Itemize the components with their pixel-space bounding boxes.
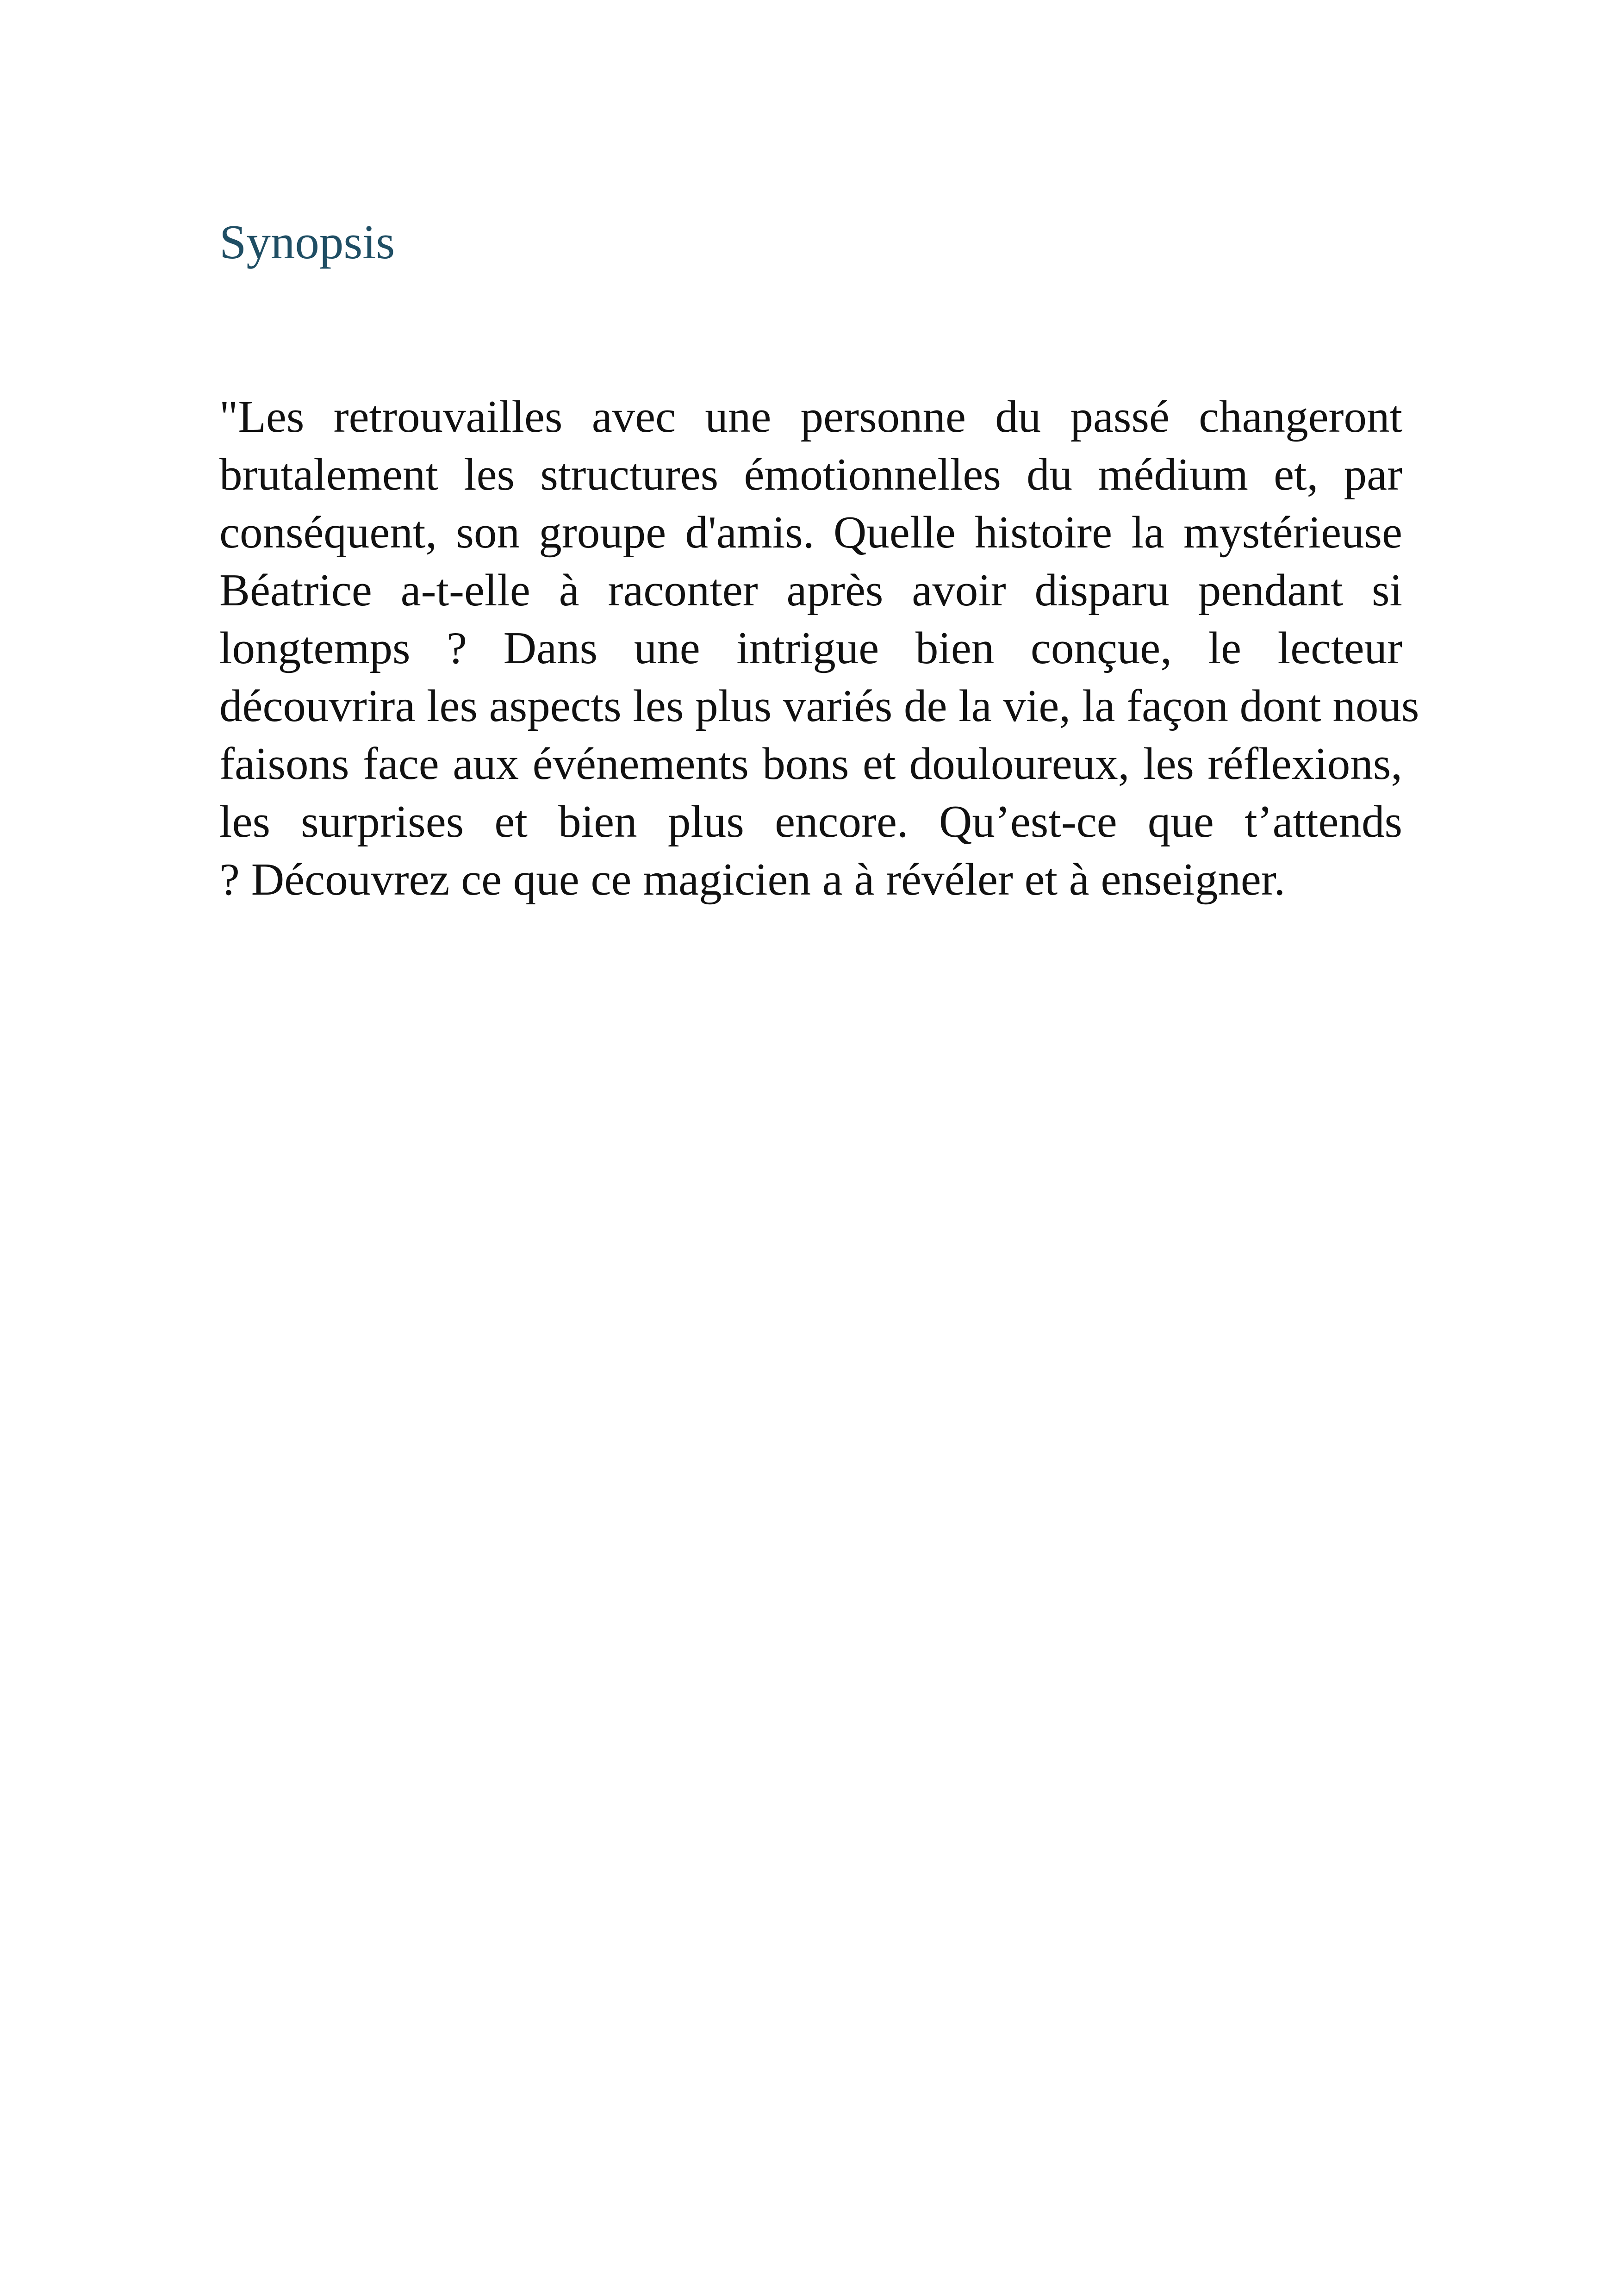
paragraph-line: ? Découvrez ce que ce magicien a à révéler et à enseigner. [219,854,1286,905]
paragraph-line: découvrira les aspects les plus variés de la vie, la façon dont nous [219,681,1419,731]
paragraph-line: faisons face aux événements bons et douloureux, les réflexions, [219,739,1402,789]
paragraph-line: les surprises et bien plus encore. Qu’est-ce que t’attends [219,796,1402,847]
synopsis-paragraph [219,388,1419,908]
paragraph-line: conséquent, son groupe d'amis. Quelle histoire la mystérieuse [219,507,1402,558]
paragraph-line: brutalement les structures émotionnelles du médium et, par [219,449,1402,500]
paragraph-line: Béatrice a-t-elle à raconter après avoir disparu pendant si [219,565,1402,616]
page-title: Synopsis [219,215,395,269]
paragraph-line: "Les retrouvailles avec une personne du passé changeront [219,392,1402,442]
paragraph-line: longtemps ? Dans une intrigue bien conçue, le lecteur [219,623,1402,673]
